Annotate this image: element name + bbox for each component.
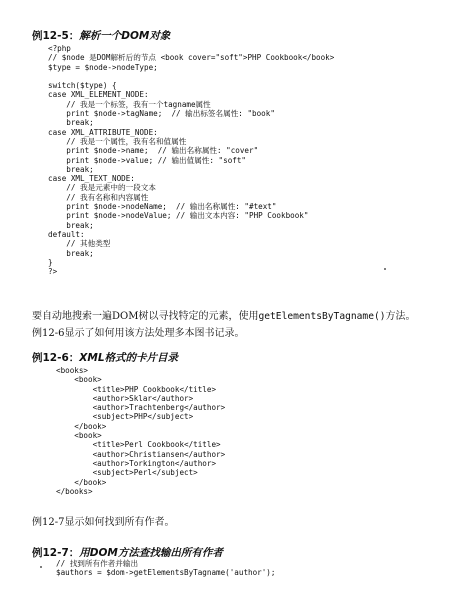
example-12-7-caption	[32, 545, 223, 560]
example-label: 例12-5：	[32, 30, 80, 42]
scan-speck	[384, 268, 386, 270]
example-12-5-caption	[32, 28, 170, 43]
paragraph-text-before: 要自动地搜索一遍DOM树以寻找特定的元素，使用	[32, 311, 259, 322]
paragraph-text-after: 方法。例12-6显示了如何用该方法处理多本图书记录。	[32, 311, 416, 339]
example-label: 例12-7：	[32, 547, 80, 559]
example-title: 用DOM方法查找输出所有作者	[79, 547, 223, 559]
scan-speck	[40, 566, 42, 568]
paragraph-getelementsbytagname	[32, 308, 422, 342]
method-name: getElementsByTagname()	[258, 311, 386, 322]
example-12-5-code: <?php // $node 是DOM解析后的节点 <book cover="soft">PHP Cookbook</book> $type = $node->nodeType; switch($type) { case XML_ELEMENT_NODE: // 我是一个标签，我有一个tagname属性 print $node->tagName; // 输出标签名属性: "book" break; case XML_ATTRIBUTE_NODE: // 我是一个属性，我有名和值属性 print $node->name; // 输出名称属性: "cover" print $node->value; // 输出值属性: "soft" break; case XML_TEXT_NODE: // 我是元素中的一段文本 // 我有名称和内容属性 print $node->nodeName; // 输出名称属性: "#text" print $node->nodeValue; // 输出文本内容: "PHP Cookbook" break; default: // 其他类型 break; } ?>	[48, 44, 335, 277]
example-title: XML格式的卡片目录	[79, 352, 179, 364]
example-12-6-code: <books> <book> <title>PHP Cookbook</title> <author>Sklar</author> <author>Trachtenberg</author> <subject>PHP</subject> </book> <book> <title>Perl Cookbook</title> <author>Christiansen</author> <author>Torkington</author> <subject>Perl</subject> </book> </books>	[56, 366, 226, 496]
paragraph-find-authors: 例12-7显示如何找到所有作者。	[32, 517, 175, 528]
example-title: 解析一个DOM对象	[79, 30, 171, 42]
example-12-7-code: // 找到所有作者并输出 $authors = $dom->getElementsByTagname('author');	[56, 559, 276, 578]
example-12-6-caption	[32, 350, 178, 365]
example-label: 例12-6：	[32, 352, 80, 364]
